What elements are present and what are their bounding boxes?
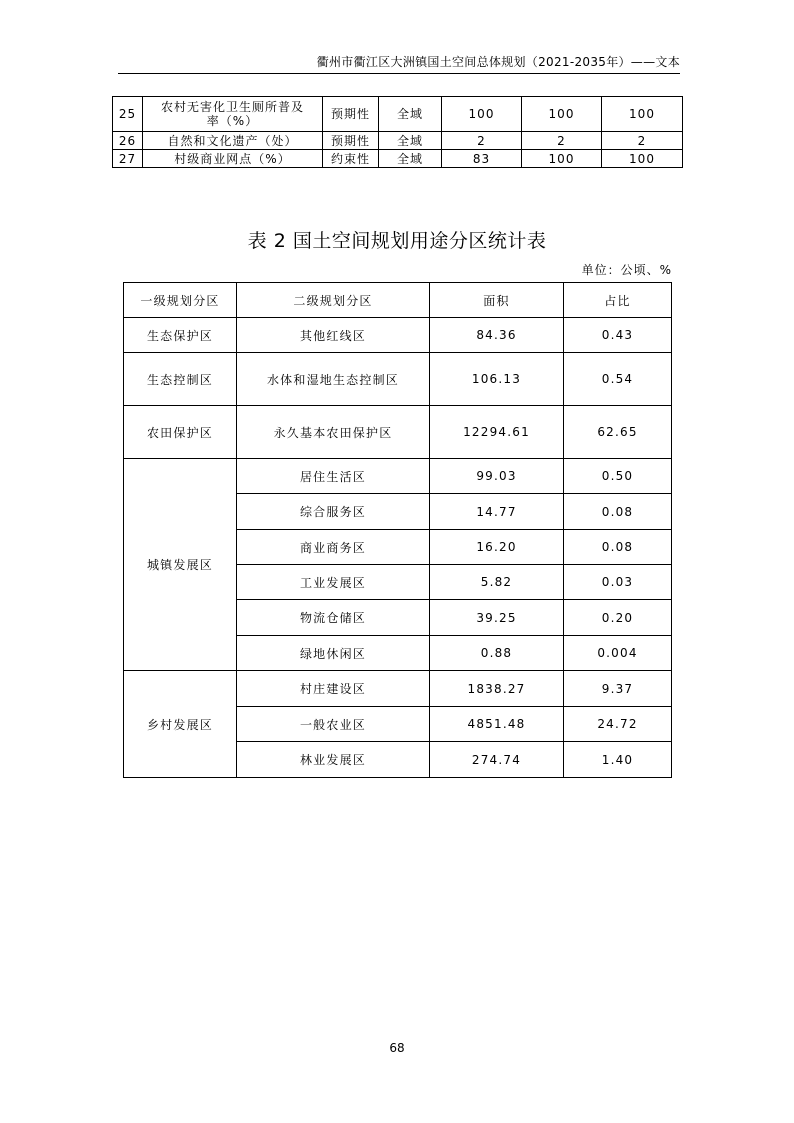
indicator-scope: 全域 xyxy=(379,97,442,132)
ratio-value: 62.65 xyxy=(564,406,672,459)
indicator-scope: 全域 xyxy=(379,132,442,150)
indicator-name: 农村无害化卫生厕所普及率（%） xyxy=(143,97,323,132)
indicator-value: 100 xyxy=(602,150,683,168)
column-header: 二级规划分区 xyxy=(237,283,430,318)
primary-zone: 农田保护区 xyxy=(124,406,237,459)
secondary-zone: 绿地休闲区 xyxy=(237,636,430,671)
indicator-value: 83 xyxy=(442,150,522,168)
indicator-table-continued xyxy=(112,96,683,168)
ratio-value: 0.54 xyxy=(564,353,672,406)
column-header: 面积 xyxy=(430,283,564,318)
table-row xyxy=(124,406,672,459)
table-row xyxy=(113,150,683,168)
indicator-number: 27 xyxy=(113,150,143,168)
table-row xyxy=(113,132,683,150)
secondary-zone: 水体和湿地生态控制区 xyxy=(237,353,430,406)
indicator-number: 26 xyxy=(113,132,143,150)
table-row xyxy=(124,318,672,353)
ratio-value: 0.03 xyxy=(564,565,672,600)
indicator-name: 自然和文化遗产（处） xyxy=(143,132,323,150)
secondary-zone: 一般农业区 xyxy=(237,707,430,742)
area-value: 84.36 xyxy=(430,318,564,353)
indicator-scope: 全域 xyxy=(379,150,442,168)
area-value: 12294.61 xyxy=(430,406,564,459)
area-value: 39.25 xyxy=(430,600,564,636)
ratio-value: 0.50 xyxy=(564,459,672,494)
ratio-value: 24.72 xyxy=(564,707,672,742)
area-value: 0.88 xyxy=(430,636,564,671)
ratio-value: 0.08 xyxy=(564,530,672,565)
ratio-value: 0.004 xyxy=(564,636,672,671)
ratio-value: 0.08 xyxy=(564,494,672,530)
page-number: 68 xyxy=(389,1041,405,1055)
primary-zone: 城镇发展区 xyxy=(124,459,237,671)
table-header-row xyxy=(124,283,672,318)
indicator-attribute: 预期性 xyxy=(323,97,379,132)
area-value: 14.77 xyxy=(430,494,564,530)
indicator-attribute: 预期性 xyxy=(323,132,379,150)
column-header: 一级规划分区 xyxy=(124,283,237,318)
area-value: 16.20 xyxy=(430,530,564,565)
area-value: 4851.48 xyxy=(430,707,564,742)
secondary-zone: 商业商务区 xyxy=(237,530,430,565)
area-value: 106.13 xyxy=(430,353,564,406)
table-row xyxy=(113,97,683,132)
header-rule xyxy=(118,73,680,74)
land-use-zoning-table xyxy=(123,282,672,778)
indicator-name: 村级商业网点（%） xyxy=(143,150,323,168)
ratio-value: 0.43 xyxy=(564,318,672,353)
indicator-value: 2 xyxy=(522,132,602,150)
area-value: 5.82 xyxy=(430,565,564,600)
indicator-value: 100 xyxy=(522,150,602,168)
secondary-zone: 其他红线区 xyxy=(237,318,430,353)
indicator-value: 100 xyxy=(442,97,522,132)
secondary-zone: 工业发展区 xyxy=(237,565,430,600)
secondary-zone: 村庄建设区 xyxy=(237,671,430,707)
primary-zone: 生态控制区 xyxy=(124,353,237,406)
area-value: 274.74 xyxy=(430,742,564,778)
ratio-value: 9.37 xyxy=(564,671,672,707)
indicator-attribute: 约束性 xyxy=(323,150,379,168)
ratio-value: 1.40 xyxy=(564,742,672,778)
secondary-zone: 物流仓储区 xyxy=(237,600,430,636)
table-row xyxy=(124,353,672,406)
primary-zone: 生态保护区 xyxy=(124,318,237,353)
indicator-number: 25 xyxy=(113,97,143,132)
secondary-zone: 综合服务区 xyxy=(237,494,430,530)
secondary-zone: 永久基本农田保护区 xyxy=(237,406,430,459)
table-row xyxy=(124,671,672,707)
area-value: 1838.27 xyxy=(430,671,564,707)
primary-zone: 乡村发展区 xyxy=(124,671,237,778)
table-title: 表 2 国土空间规划用途分区统计表 xyxy=(247,230,547,252)
area-value: 99.03 xyxy=(430,459,564,494)
indicator-value: 100 xyxy=(602,97,683,132)
indicator-value: 2 xyxy=(602,132,683,150)
table-row xyxy=(124,459,672,494)
secondary-zone: 林业发展区 xyxy=(237,742,430,778)
indicator-value: 100 xyxy=(522,97,602,132)
column-header: 占比 xyxy=(564,283,672,318)
running-header: 衢州市衢江区大洲镇国土空间总体规划（2021-2035年）——文本 xyxy=(316,55,680,69)
ratio-value: 0.20 xyxy=(564,600,672,636)
secondary-zone: 居住生活区 xyxy=(237,459,430,494)
unit-label: 单位：公顷、% xyxy=(581,263,672,277)
indicator-value: 2 xyxy=(442,132,522,150)
